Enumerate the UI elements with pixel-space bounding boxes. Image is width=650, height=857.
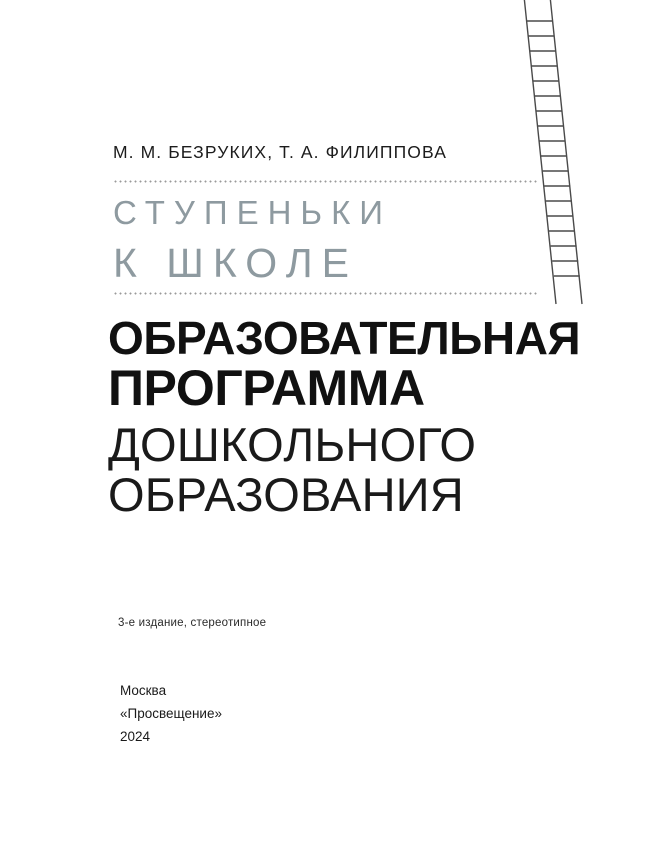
dotted-rule-top xyxy=(113,180,538,183)
imprint-year: 2024 xyxy=(120,729,151,745)
title-line-2: ПРОГРАММА xyxy=(108,360,425,417)
imprint-block xyxy=(120,679,222,749)
edition-note: 3-е издание, стереотипное xyxy=(118,617,267,629)
title-line-3: ДОШКОЛЬНОГО xyxy=(108,418,477,472)
title-line-4: ОБРАЗОВАНИЯ xyxy=(108,468,464,522)
imprint-city: Москва xyxy=(120,683,167,698)
imprint-publisher: «Просвещение» xyxy=(120,706,222,722)
authors-line: М. М. БЕЗРУКИХ, Т. А. ФИЛИППОВА xyxy=(113,142,447,162)
page-title xyxy=(108,312,581,522)
dotted-rule-bottom xyxy=(113,292,538,295)
series-title-line-2: К ШКОЛЕ xyxy=(113,240,358,286)
title-line-1: ОБРАЗОВАТЕЛЬНАЯ xyxy=(108,312,581,364)
series-title-line-1: СТУПЕНЬКИ xyxy=(113,194,393,231)
